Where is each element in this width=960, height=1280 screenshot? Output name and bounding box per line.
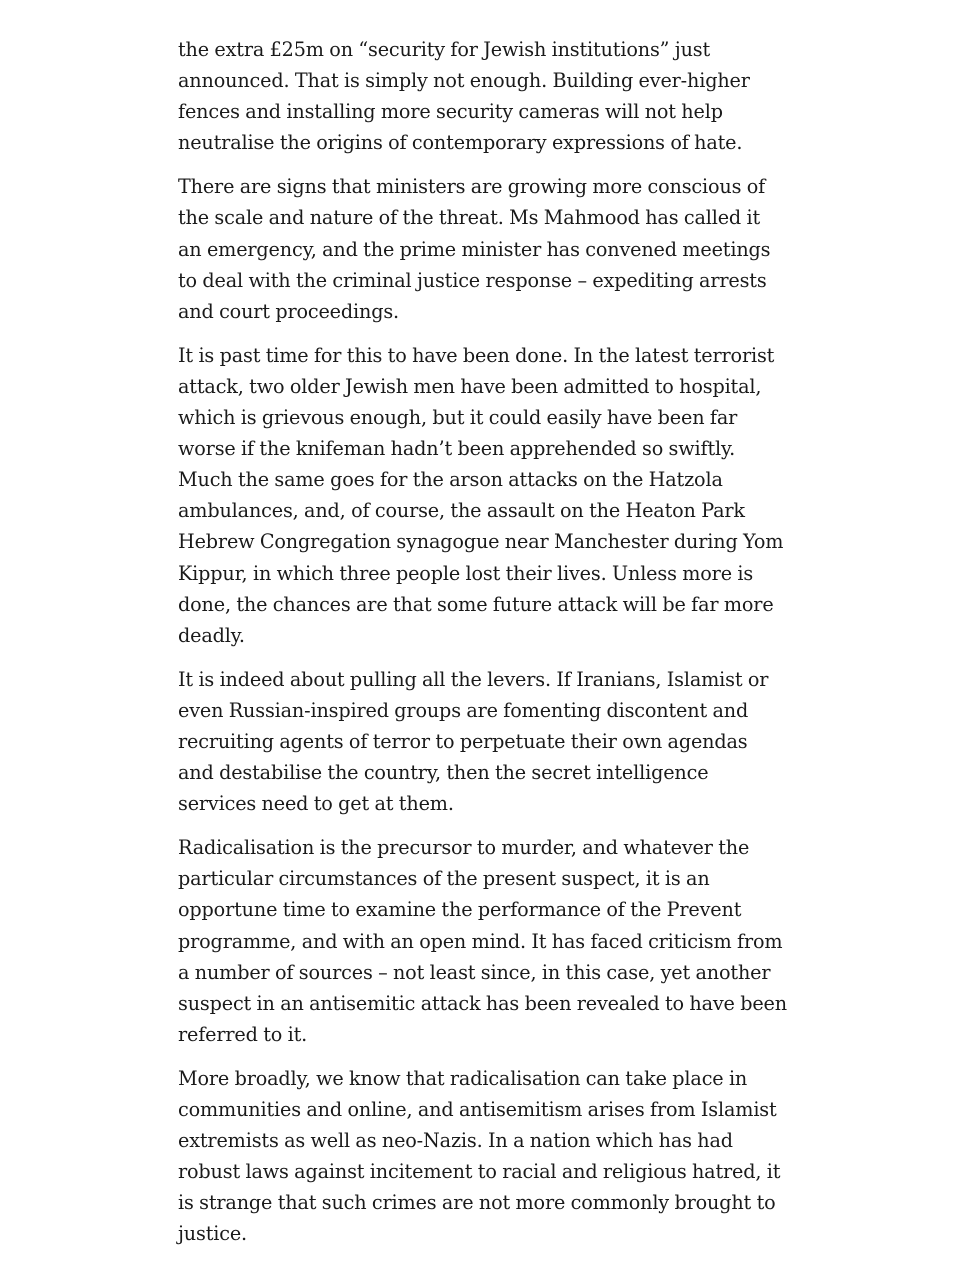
paragraph: the extra £25m on “security for Jewish institutions” just announced. That is simply not enough. Building ever-higher fences and installing more security cameras will not help neutralise the origins of contemporary expressions of hate. [178,38,750,155]
paragraph: It is indeed about pulling all the levers. If Iranians, Islamist or even Russian-inspired groups are fomenting discontent and recruiting agents of terror to perpetuate their own agendas and destabilise the country, then the secret intelligence services need to get at them. [178,667,769,816]
paragraph: It is past time for this to have been done. In the latest terrorist attack, two older Jewish men have been admitted to hospital, which is grievous enough, but it could easily have been far worse if the knifeman hadn’t been apprehended so swiftly. Much the same goes for the arson attacks on the Hatzola ambulances, and, of course, the assault on the Heaton Park Hebrew Congregation synagogue near Manchester during Yom Kippur, in which three people lost their lives. Unless more is done, the chances are that some future attack will be far more deadly. [178,343,784,647]
paragraph: Radicalisation is the precursor to murder, and whatever the particular circumstances of the present suspect, it is an opportune time to examine the performance of the Prevent programme, and with an open mind. It has faced criticism from a number of sources – not least since, in this case, yet another suspect in an antisemitic attack has been revealed to have been referred to it. [178,836,787,1046]
paragraph: More broadly, we know that radicalisation can take place in communities and online, and antisemitism arises from Islamist extremists as well as neo-Nazis. In a nation which has had robust laws against incitement to racial and religious hatred, it is strange that such crimes are not more commonly brought to justice. [178,1066,781,1246]
article-body [178,34,788,1262]
paragraph: There are signs that ministers are growing more conscious of the scale and nature of the threat. Ms Mahmood has called it an emergency, and the prime minister has convened meetings to deal with the criminal justice response – expediting arrests and court proceedings. [178,175,771,323]
